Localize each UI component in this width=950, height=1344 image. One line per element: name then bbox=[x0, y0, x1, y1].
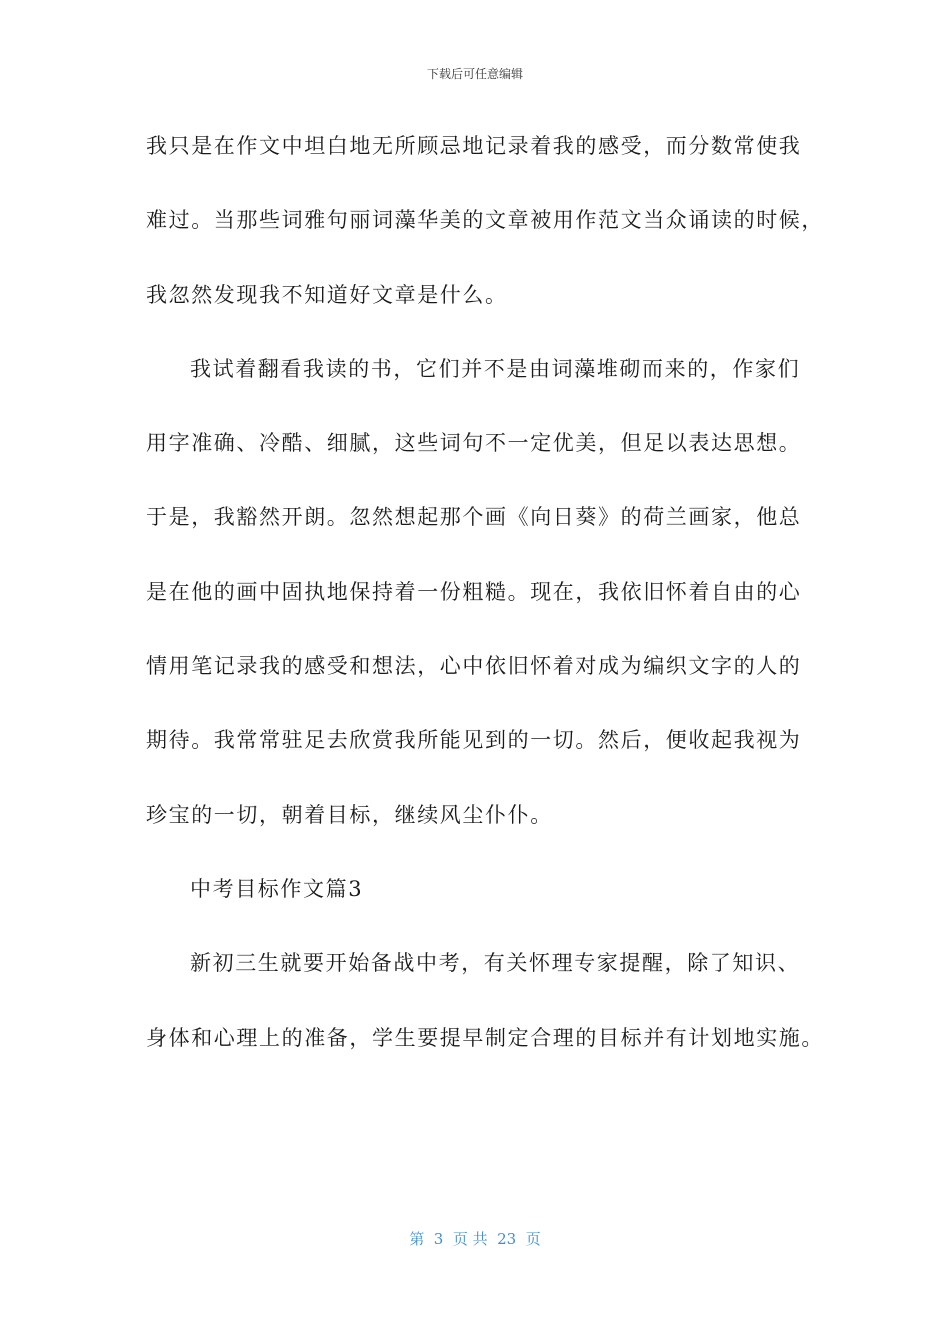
page-number-footer: 第 3 页 共 23 页 bbox=[409, 1230, 541, 1248]
paragraph-start-line: 新初三生就要开始备战中考，有关怀理专家提醒，除了知识、 bbox=[190, 951, 801, 976]
text-line: 于是，我豁然开朗。忽然想起那个画《向日葵》的荷兰画家，他总 bbox=[146, 505, 802, 530]
text-line: 身体和心理上的准备，学生要提早制定合理的目标并有计划地实施。 bbox=[146, 1025, 824, 1050]
text-line: 难过。当那些词雅句丽词藻华美的文章被用作范文当众诵读的时候， bbox=[146, 208, 824, 233]
page-header: 下载后可任意编辑 bbox=[426, 67, 523, 81]
paragraph-start-line: 我试着翻看我读的书，它们并不是由词藻堆砌而来的，作家们 bbox=[190, 356, 801, 381]
text-line: 是在他的画中固执地保持着一份粗糙。现在，我依旧怀着自由的心 bbox=[146, 579, 802, 604]
text-line: 期待。我常常驻足去欣赏我所能见到的一切。然后，便收起我视为 bbox=[146, 728, 802, 753]
document-body bbox=[146, 128, 824, 1094]
section-heading: 中考目标作文篇3 bbox=[190, 876, 364, 901]
text-line: 我忽然发现我不知道好文章是什么。 bbox=[146, 282, 508, 307]
text-line: 情用笔记录我的感受和想法，心中依旧怀着对成为编织文字的人的 bbox=[146, 654, 802, 679]
text-line: 我只是在作文中坦白地无所顾忌地记录着我的感受，而分数常使我 bbox=[146, 134, 802, 158]
text-line: 用字准确、冷酷、细腻，这些词句不一定优美，但足以表达思想。 bbox=[146, 431, 802, 456]
text-line: 珍宝的一切，朝着目标，继续风尘仆仆。 bbox=[146, 802, 553, 827]
